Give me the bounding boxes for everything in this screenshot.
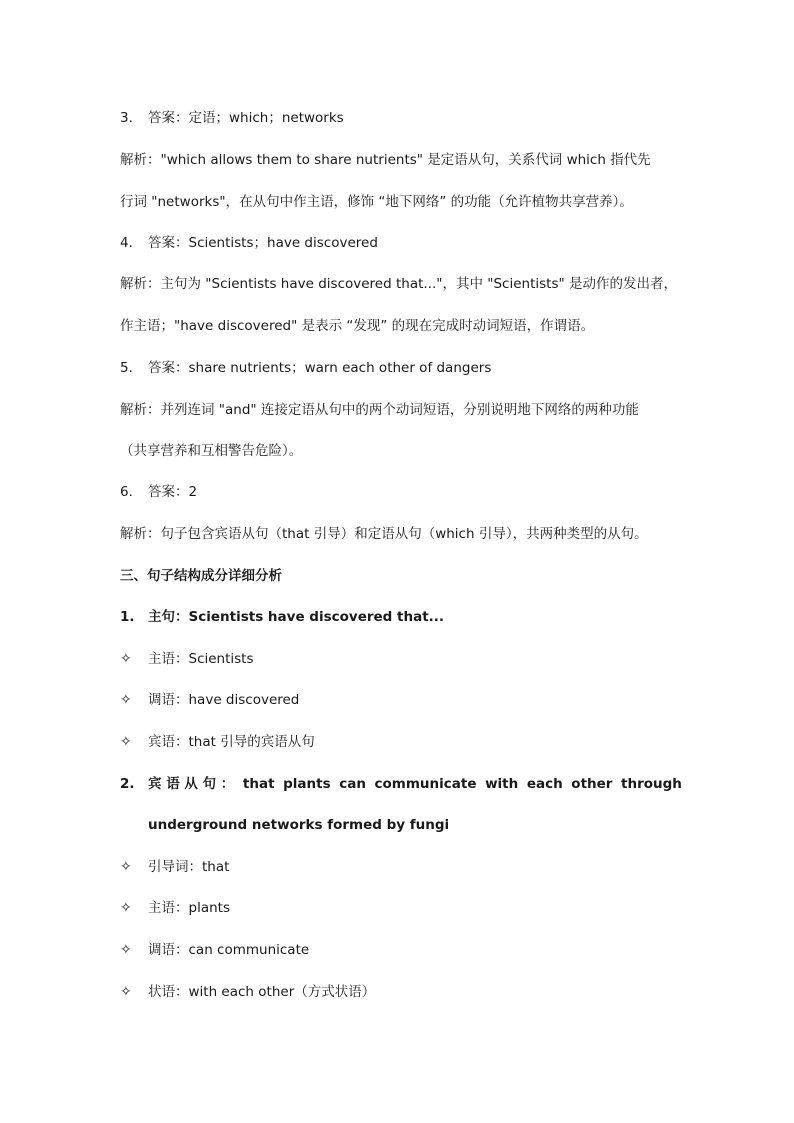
part-title-text: 主句：Scientists have discovered that... bbox=[148, 609, 445, 625]
answer-number: 3. bbox=[120, 110, 133, 126]
answer-text: 答案：Scientists；have discovered bbox=[148, 235, 378, 251]
answer-3 bbox=[120, 108, 682, 128]
analysis-3-line-2: 行词 "networks"，在从句中作主语，修饰 “地下网络” 的功能（允许植物共享营养）。 bbox=[120, 194, 633, 210]
title-word: through bbox=[621, 776, 682, 792]
answer-4 bbox=[120, 233, 682, 253]
title-word: can bbox=[339, 776, 366, 792]
analysis-3-line-1: 解析："which allows them to share nutrients" 是定语从句，关系代词 which 指代先 bbox=[120, 152, 651, 168]
answer-6 bbox=[120, 482, 682, 502]
sparkle-bullet-icon: ✧ bbox=[120, 692, 132, 708]
bullet-item bbox=[120, 982, 682, 1002]
sparkle-bullet-icon: ✧ bbox=[120, 984, 132, 1000]
sparkle-bullet-icon: ✧ bbox=[120, 734, 132, 750]
answer-number: 6. bbox=[120, 484, 133, 500]
analysis-4-line-1: 解析：主句为 "Scientists have discovered that..."，其中 "Scientists" 是动作的发出者， bbox=[120, 276, 677, 292]
bullet-text: 状语：with each other（方式状语） bbox=[148, 984, 376, 1000]
bullet-item bbox=[120, 857, 682, 877]
part-2-title bbox=[120, 774, 682, 794]
bullet-text: 调语：can communicate bbox=[148, 942, 310, 958]
title-word: communicate bbox=[374, 776, 477, 792]
answer-5 bbox=[120, 358, 682, 378]
part-2-title-line-2: underground networks formed by fungi bbox=[148, 817, 450, 833]
analysis-6-line-1: 解析：句子包含宾语从句（that 引导）和定语从句（which 引导），共两种类型的从句。 bbox=[120, 526, 648, 542]
bullet-text: 宾语：that 引导的宾语从句 bbox=[148, 734, 315, 750]
bullet-item bbox=[120, 898, 682, 918]
answer-number: 5. bbox=[120, 360, 133, 376]
answer-text: 答案：定语；which；networks bbox=[148, 110, 344, 126]
bullet-text: 主语：plants bbox=[148, 900, 230, 916]
bullet-text: 调语：have discovered bbox=[148, 692, 300, 708]
part-1-title bbox=[120, 607, 682, 627]
sparkle-bullet-icon: ✧ bbox=[120, 942, 132, 958]
part-number: 1. bbox=[120, 609, 135, 625]
title-word: that bbox=[242, 776, 275, 792]
section-heading: 三、句子结构成分详细分析 bbox=[120, 568, 282, 584]
title-word: other bbox=[571, 776, 613, 792]
bullet-text: 引导词：that bbox=[148, 859, 230, 875]
answer-text: 答案：share nutrients；warn each other of dangers bbox=[148, 360, 492, 376]
part-number: 2. bbox=[120, 776, 135, 792]
bullet-item bbox=[120, 940, 682, 960]
bullet-text: 主语：Scientists bbox=[148, 651, 254, 667]
sparkle-bullet-icon: ✧ bbox=[120, 900, 132, 916]
bullet-item bbox=[120, 732, 682, 752]
part-title-justified bbox=[148, 774, 682, 794]
answer-number: 4. bbox=[120, 235, 133, 251]
bullet-item bbox=[120, 690, 682, 710]
answer-text: 答案：2 bbox=[148, 484, 198, 500]
sparkle-bullet-icon: ✧ bbox=[120, 859, 132, 875]
analysis-5-line-1: 解析：并列连词 "and" 连接定语从句中的两个动词短语，分别说明地下网络的两种功能 bbox=[120, 402, 639, 418]
title-word: 宾 语 从 句 ： bbox=[148, 776, 235, 792]
analysis-4-line-2: 作主语；"have discovered" 是表示 “发现” 的现在完成时动词短语，作谓语。 bbox=[120, 318, 595, 334]
bullet-item bbox=[120, 649, 682, 669]
title-word: each bbox=[526, 776, 563, 792]
title-word: plants bbox=[283, 776, 331, 792]
sparkle-bullet-icon: ✧ bbox=[120, 651, 132, 667]
analysis-5-line-2: （共享营养和互相警告危险）。 bbox=[120, 443, 303, 459]
title-word: with bbox=[485, 776, 519, 792]
